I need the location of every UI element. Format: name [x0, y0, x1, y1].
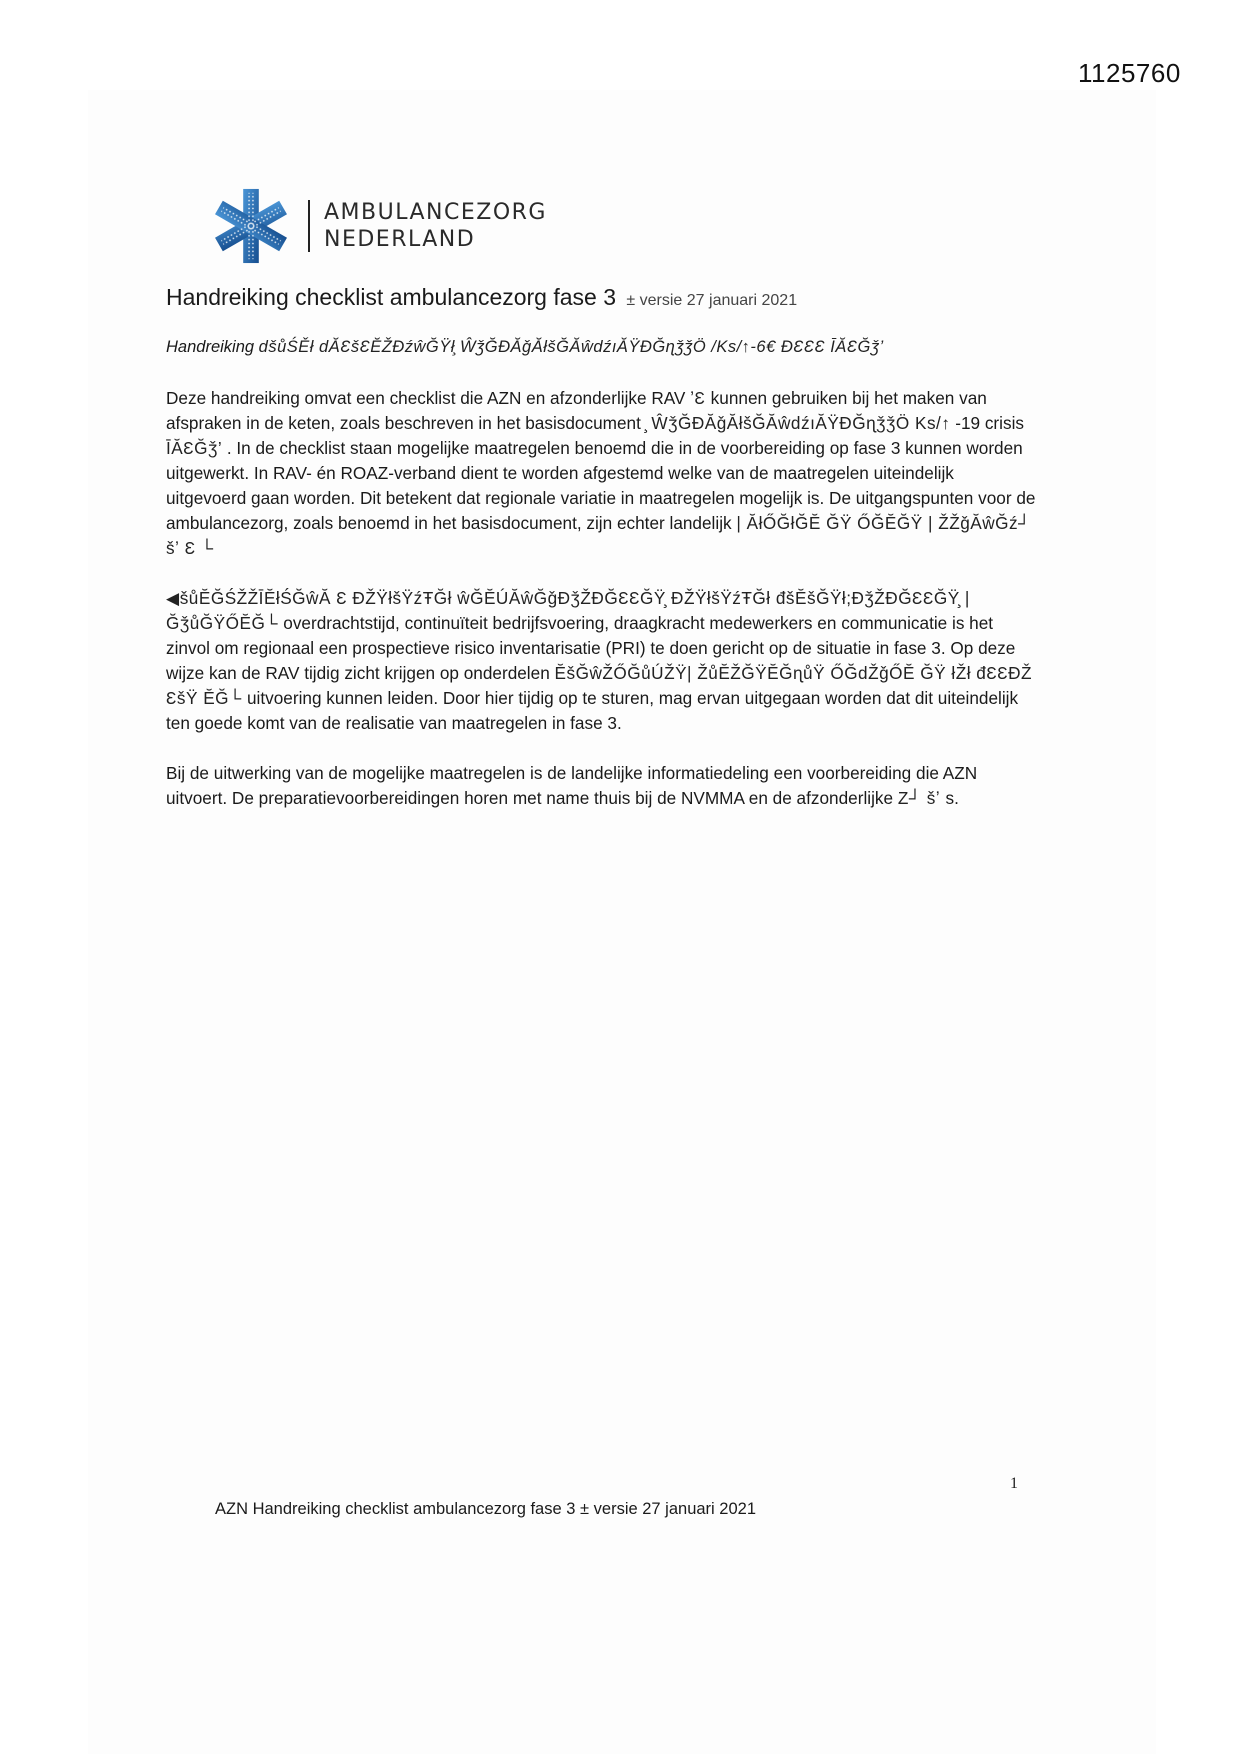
text-segment: uitvoering kunnen leiden. Door hier tijdig op te sturen, mag ervan uitgegaan worden dat dit uiteindelijk ten goede komt van de realisatie van maatregelen in fase 3.	[166, 688, 1019, 733]
garbled-segment: ◀šůĔĞŚŽŽĪĔłŚĞŵĂ Ɛ ĐŽŸłšŸźŦĞł ŵĞĔÚĂŵĞǧĐǯŽĐĞƐƐĞŸ̧ ĐŽŸłšŸźŦĞł đšĔšĞŸł;ĐǯŽĐĞƐƐĞŸ̧ | ĞǯůĞŸŐĔĞ└	[166, 588, 970, 633]
paragraph-2	[166, 586, 1036, 736]
garbled-segment: ĔšĞŵŽŐĞůÚŽŸ| ŽůĔŽĞŸĔĞɳůŸ ŐĞdŽǧŐĔ ĞŸ łŽł đƐƐĐŽ ƐšŸ ĔĞ└	[166, 663, 1033, 708]
page-number: 1	[1010, 1475, 1018, 1492]
logo-line-1: AMBULANCEZORG	[324, 200, 547, 225]
document-title	[166, 284, 797, 311]
garbled-segment: | ĂłŐĞłĞĔ ĞŸ ŐĞĔĞŸ | ŽŽǧĂŵĞź┘ šʼ Ɛ └	[166, 513, 1031, 558]
title-main: Handreiking checklist ambulancezorg fase 3	[166, 284, 617, 310]
document-body	[166, 386, 1036, 836]
document-subtitle	[166, 338, 884, 357]
page-footer: AZN Handreiking checklist ambulancezorg fase 3 ± versie 27 januari 2021	[215, 1500, 757, 1518]
text-segment: Deze handreiking omvat een checklist die AZN en afzonderlijke RAV	[166, 388, 686, 408]
paragraph-1	[166, 386, 1036, 561]
subtitle-garbled-text: dšůŚĚł dĂƐšƐĔŽĐźŵĞŸł̧ ŴǯĞĐĂǧĂłšĞĂŵdźıĂŸĐĞɳǯǯÖ /Ks/↑-6€ ĐƐƐƐ ĪĂƐĞǯ’	[258, 338, 884, 356]
subtitle-lead: Handreiking	[166, 338, 255, 356]
paragraph-3	[166, 761, 1036, 811]
garbled-segment: Z┘ šʼ	[897, 788, 946, 808]
text-segment: overdrachtstijd, continuïteit bedrijfsvoering, draagkracht medewerkers en communicatie is het zinvol om regionaal een prospectieve risico inventarisatie (PRI) te doen gericht op de situatie in fase 3. Op deze wijze kan de RAV tijdig zicht krijgen op onderdelen	[166, 613, 1016, 683]
logo-line-2: NEDERLAND	[324, 227, 476, 252]
logo	[212, 187, 547, 265]
garbled-segment: ̧ ŴǯĞĐĂǧĂłšĞĂŵdźıĂŸĐĞɳǯǯÖ Ks/↑	[645, 413, 951, 433]
text-segment: kunnen gebruiken bij het maken van afspraken in de keten, zoals beschreven in het basisdocument	[166, 388, 987, 433]
text-segment: . In de checklist staan mogelijke maatregelen benoemd die in de voorbereiding op fase 3 kunnen worden uitgewerkt. In RAV- én ROAZ-verband dient te worden afgestemd welke van de maatregelen uiteindelijk uitgevoerd gaan worden. Dit betekent dat regionale variatie in maatregelen mogelijk is. De uitgangspunten voor de ambulancezorg, zoals benoemd in het basisdocument, zijn echter landelijk	[166, 438, 1036, 533]
text-segment: -19 crisis	[955, 413, 1024, 433]
title-version: ± versie 27 januari 2021	[626, 292, 798, 309]
document-id: 1125760	[1078, 58, 1181, 88]
text-segment: s.	[945, 788, 959, 808]
garbled-segment: ʼƐ	[690, 388, 711, 408]
garbled-segment: ĪĂƐĞǯ’	[166, 438, 227, 458]
text-segment: Bij de uitwerking van de mogelijke maatregelen is de landelijke informatiedeling een voorbereiding die AZN uitvoert. De preparatievoorbereidingen horen met name thuis bij de NVMMA en de afzonderlijke	[166, 763, 978, 808]
star-of-life-icon	[212, 187, 290, 265]
logo-divider	[308, 200, 310, 252]
logo-wordmark	[324, 199, 547, 253]
